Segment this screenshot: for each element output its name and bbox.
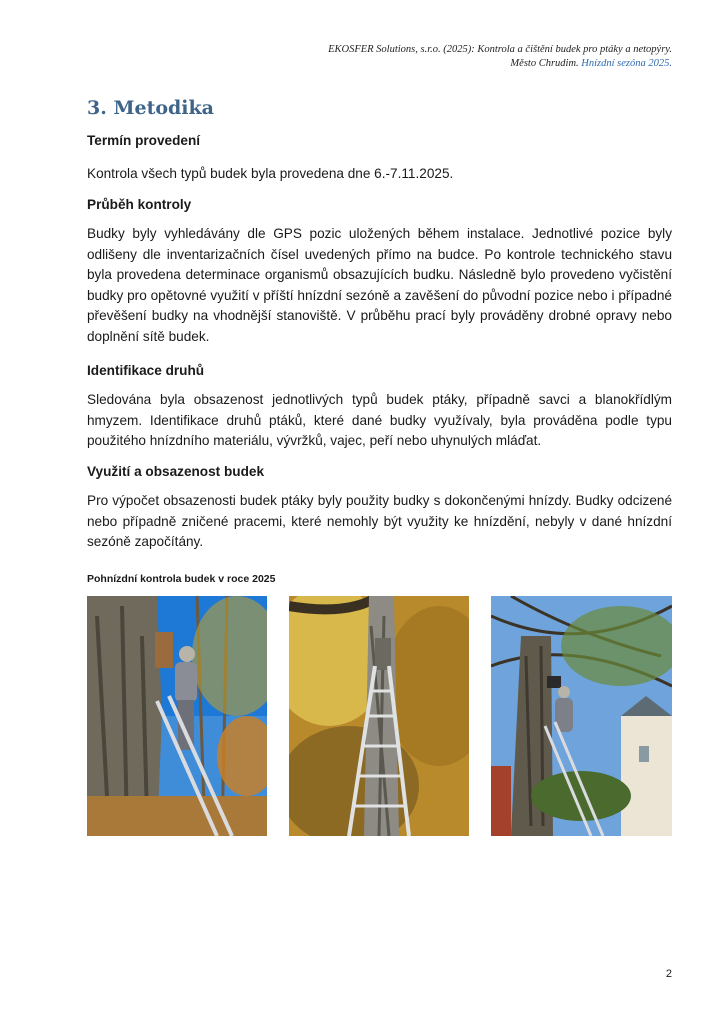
running-header [328,43,672,71]
header-city: Město Chrudim. [510,58,579,69]
section-identifikace [87,363,672,452]
figure-caption: Pohnízdní kontrola budek v roce 2025 [87,573,276,585]
section-termin [87,133,672,185]
header-line-2 [328,57,672,71]
header-line-1: EKOSFER Solutions, s.r.o. (2025): Kontrola a čištění budek pro ptáky a netopýry. [328,44,672,55]
section-text: Kontrola všech typů budek byla provedena dne 6.-7.11.2025. [87,166,454,181]
section-heading: 3. Metodika [87,97,214,119]
section-vyuziti [87,464,672,553]
header-season: Hnízdní sezóna 2025. [581,58,672,69]
section-title: Průběh kontroly [87,197,192,212]
photo-3 [491,596,672,836]
page-number: 2 [665,968,672,980]
section-text: Budky byly vyhledávány dle GPS pozic uložených během instalace. Jednotlivé pozice byly odlišeny dle inventarizačních čísel uvedených přímo na budce. Po kontrole technického stavu byla provedena determinace organismů obsazujících budku. Následně bylo provedeno vyčistění budky pro opětovné využití v příští hnízdní sezóně a zavěšení do původní pozice nebo i případné převěšení budky na vhodnější stanoviště. V průběhu prací byly prováděny drobné opravy nebo doplnění sítě budek. [87,226,672,344]
section-title: Termín provedení [87,133,201,148]
section-text: Sledována byla obsazenost jednotlivých typů budek ptáky, případně savci a blanokřídlým hmyzem. Identifikace druhů ptáků, které dané budky využívaly, byla prováděna podle typu použitého hnízdního materiálu, vývržků, vajec, peří nebo uhynulých mláďat. [87,392,672,449]
photo-1 [87,596,267,836]
section-title: Využití a obsazenost budek [87,464,265,479]
photo-2 [289,596,469,836]
section-prubeh [87,197,672,348]
section-text: Pro výpočet obsazenosti budek ptáky byly použity budky s dokončenými hnízdy. Budky odcizené nebo případně zničené pracemi, které nemohly být využity ke hnízdění, nebyly v dané hnízdní sezóně započítány. [87,493,672,550]
section-title: Identifikace druhů [87,363,205,378]
